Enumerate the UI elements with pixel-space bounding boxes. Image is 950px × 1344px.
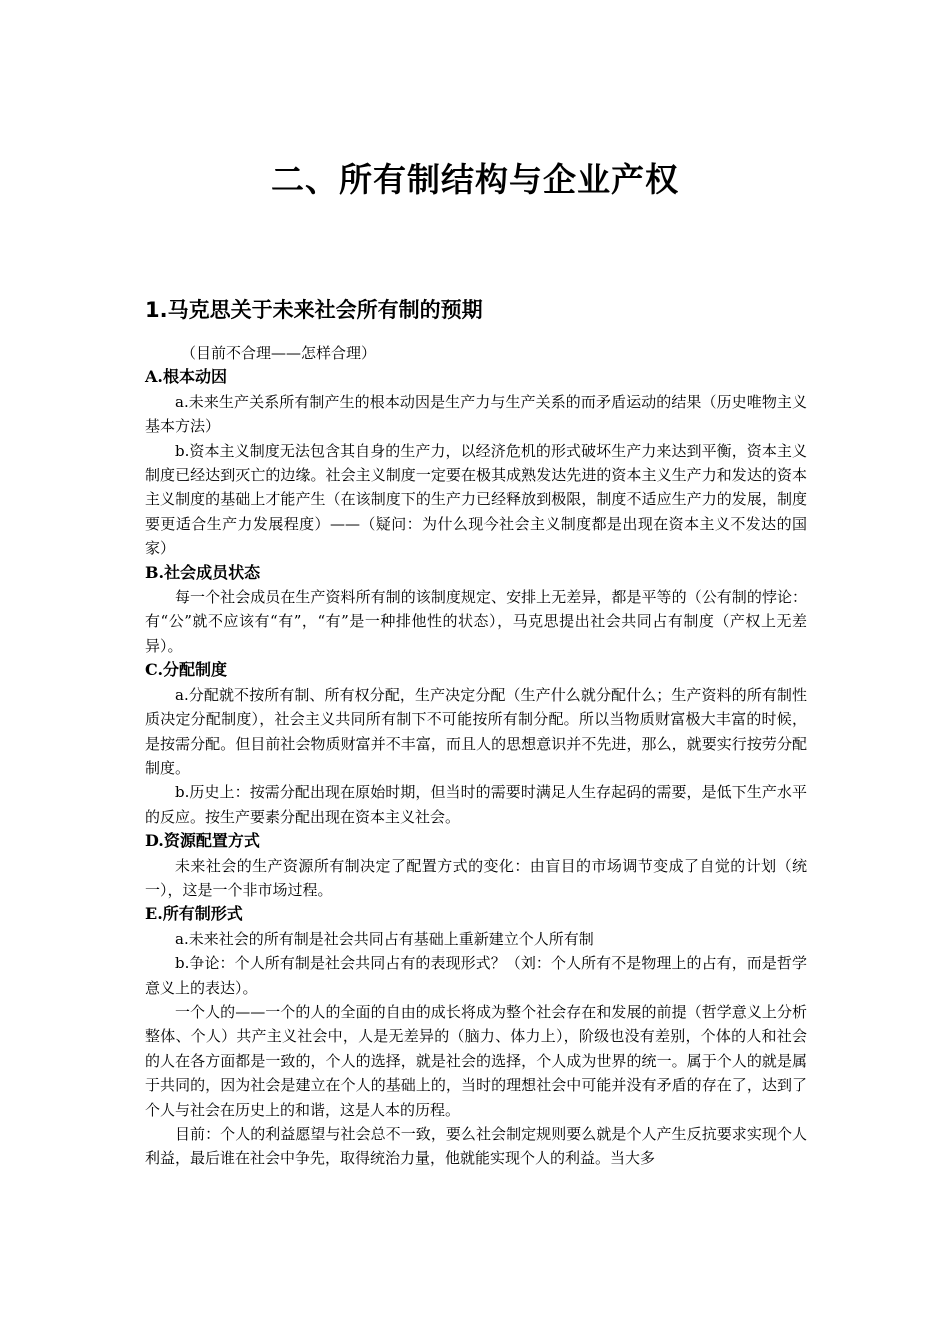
subheading-d: D.资源配置方式 [145, 831, 260, 851]
paragraph: b.资本主义制度无法包含其自身的生产力，以经济危机的形式破坏生产力来达到平衡，资本主义制度已经达到灭亡的边缘。社会主义制度一定要在极其成熟发达先进的资本主义生产力和发达的资本主义制度的基础上才能产生（在该制度下的生产力已经释放到极限，制度不适应生产力的发展，制度要更适合生产力发展程度）——（疑问：为什么现今社会主义制度都是出现在资本主义不发达的国家） [145, 441, 807, 558]
note-text: （目前不合理——怎样合理） [181, 344, 377, 362]
paragraph: b.争论：个人所有制是社会共同占有的表现形式？（刘：个人所有不是物理上的占有，而是哲学意义上的表达）。 [145, 954, 807, 997]
paragraph: 目前：个人的利益愿望与社会总不一致，要么社会制定规则要么就是个人产生反抗要求实现个人利益，最后谁在社会中争先，取得统治力量，他就能实现个人的利益。当大多 [145, 1125, 807, 1168]
subheading-c: C.分配制度 [145, 660, 228, 680]
subheading-b: B.社会成员状态 [145, 562, 261, 582]
paragraph: a.分配就不按所有制、所有权分配，生产决定分配（生产什么就分配什么；生产资料的所有制性质决定分配制度），社会主义共同所有制下不可能按所有制分配。所以当物质财富极大丰富的时候，是按需分配。但目前社会物质财富并不丰富，而且人的思想意识并不先进，那么，就要实行按劳分配制度。 [145, 685, 807, 777]
paragraph: 一个人的——一个的人的全面的自由的成长将成为整个社会存在和发展的前提（哲学意义上分析整体、个人）共产主义社会中，人是无差异的（脑力、体力上），阶级也没有差别，个体的人和社会的人在各方面都是一致的，个人的选择，就是社会的选择，个人成为世界的统一。属于个人的就是属于共同的，因为社会是建立在个人的基础上的，当时的理想社会中可能并没有矛盾的存在了，达到了个人与社会在历史上的和谐，这是人本的历程。 [145, 1002, 807, 1119]
document-body [145, 341, 807, 1171]
subheading-a: A.根本动因 [145, 367, 227, 387]
paragraph: a.未来社会的所有制是社会共同占有基础上重新建立个人所有制 [175, 929, 594, 948]
section-heading: 1.马克思关于未来社会所有制的预期 [145, 298, 483, 322]
document-title: 二、所有制结构与企业产权 [271, 160, 679, 199]
paragraph: a.未来生产关系所有制产生的根本动因是生产力与生产关系的而矛盾运动的结果（历史唯物主义基本方法） [145, 392, 807, 436]
paragraph: b.历史上：按需分配出现在原始时期，但当时的需要时满足人生存起码的需要，是低下生产水平的反应。按生产要素分配出现在资本主义社会。 [145, 783, 807, 826]
paragraph: 未来社会的生产资源所有制决定了配置方式的变化：由盲目的市场调节变成了自觉的计划（统一），这是一个非市场过程。 [145, 856, 807, 899]
subheading-e: E.所有制形式 [145, 904, 243, 924]
paragraph: 每一个社会成员在生产资料所有制的该制度规定、安排上无差异，都是平等的（公有制的悖论：有“公”就不应该有“有”，“有”是一种排他性的状态），马克思提出社会共同占有制度（产权上无差异）。 [145, 588, 807, 655]
